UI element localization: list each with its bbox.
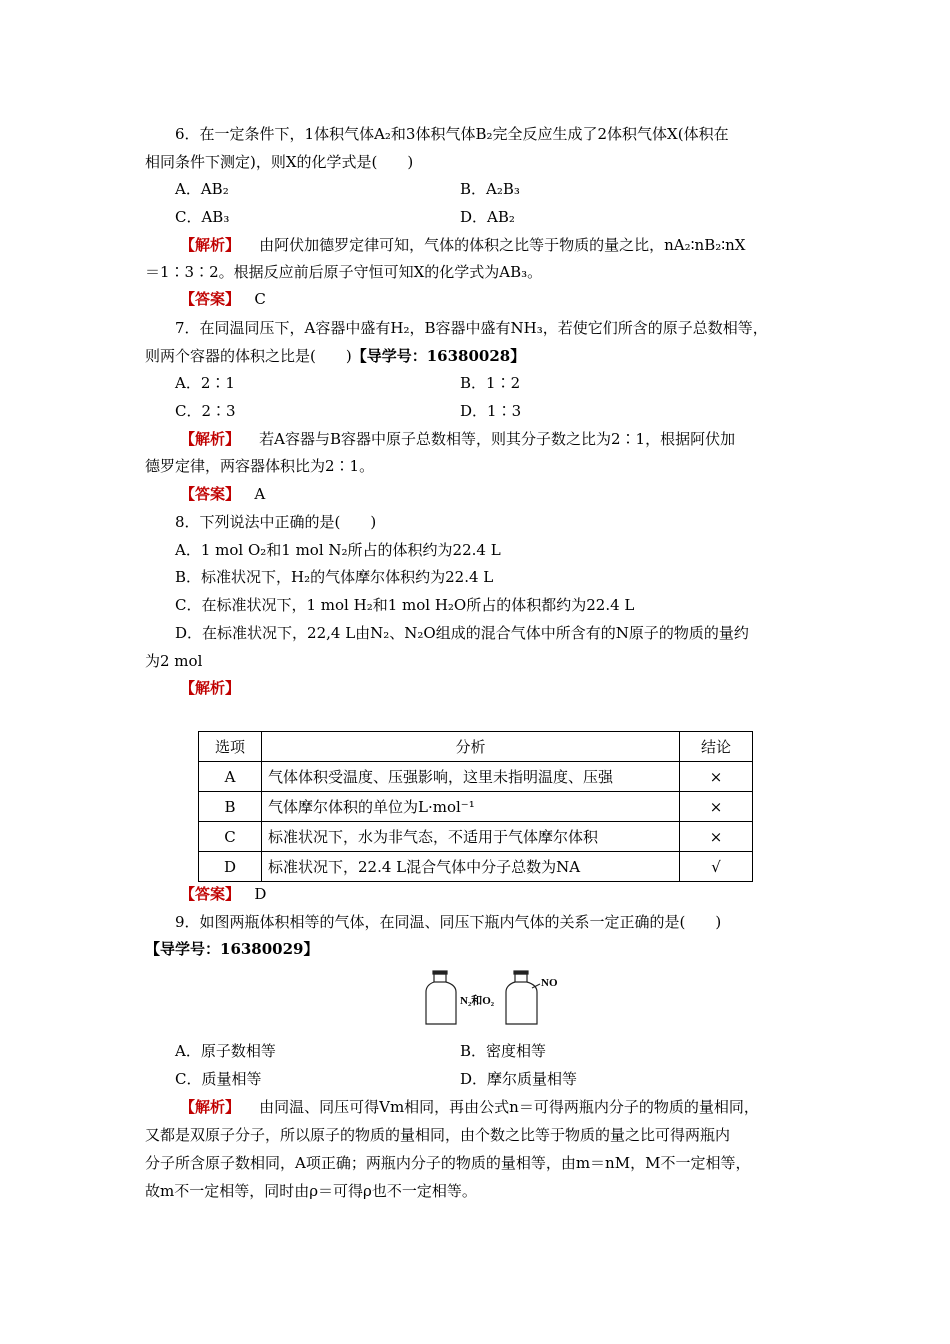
table-header-cell: 结论: [680, 732, 753, 762]
table-cell: 气体摩尔体积的单位为L·mol⁻¹: [262, 792, 680, 822]
q7-guide-number: 【导学号：16380028】: [351, 347, 526, 365]
q6-analysis-line2: ＝1∶3∶2。根据反应前后原子守恒可知X的化学式为AB₃。: [145, 263, 543, 281]
answer-tag: 【 答案 】: [180, 885, 240, 903]
analysis-tag: 【 解析 】: [180, 679, 240, 697]
table-row: [199, 792, 753, 822]
table-cell: 标准状况下，22.4 L混合气体中分子总数为NA: [262, 852, 680, 882]
analysis-text: 由同温、同压可得Vm相同，再由公式n＝可得两瓶内分子的物质的量相同，: [259, 1098, 759, 1116]
table-header-row: [199, 732, 753, 762]
analysis-text: 若A容器与B容器中原子总数相等，则其分子数之比为2∶1，根据阿伏加: [259, 430, 736, 448]
q7-stem-line2: [145, 346, 525, 366]
q6-analysis-line1: [180, 235, 745, 255]
table-cell: 标准状况下，水为非气态，不适用于气体摩尔体积: [262, 822, 680, 852]
analysis-tag: 【 解析 】: [180, 1098, 240, 1116]
table-row: [199, 762, 753, 792]
table-cell: √: [680, 852, 753, 882]
table-cell: ×: [680, 762, 753, 792]
q6-option-d: D．AB₂: [460, 208, 515, 226]
table-cell: ×: [680, 792, 753, 822]
q9-stem: 9．如图两瓶体积相等的气体，在同温、同压下瓶内气体的关系一定正确的是( ): [175, 913, 722, 931]
q8-answer: [180, 884, 266, 904]
table-header-cell: 分析: [262, 732, 680, 762]
q7-option-c: C．2∶3: [175, 402, 236, 420]
q9-analysis-line2: 又都是双原子分子，所以原子的物质的量相同，由个数之比等于物质的量之比可得两瓶内: [145, 1126, 731, 1144]
table-row: [199, 852, 753, 882]
bottle-left: [426, 971, 456, 1024]
table-cell: A: [199, 762, 262, 792]
bottle-right: [506, 971, 537, 1024]
q9-option-c: C．质量相等: [175, 1070, 262, 1088]
answer-value: D: [254, 885, 267, 903]
q9-guide-number: 【导学号：16380029】: [145, 940, 319, 958]
answer-value: C: [254, 290, 266, 308]
q9-option-a: A．原子数相等: [175, 1042, 276, 1060]
table-cell: C: [199, 822, 262, 852]
q6-answer: [180, 289, 266, 309]
q9-option-b: B．密度相等: [460, 1042, 547, 1060]
q9-analysis-line1: [180, 1097, 759, 1117]
q8-option-a: A．1 mol O₂和1 mol N₂所占的体积约为22.4 L: [175, 541, 501, 559]
analysis-tag: 【 解析 】: [180, 236, 240, 254]
table-header-cell: 选项: [199, 732, 262, 762]
q7-stem-text: 则两个容器的体积之比是( ): [145, 347, 352, 365]
answer-value: A: [254, 485, 266, 503]
q7-analysis-line2: 德罗定律，两容器体积比为2∶1。: [145, 457, 375, 475]
q7-option-d: D．1∶3: [460, 402, 522, 420]
q6-stem-line2: 相同条件下测定)，则X的化学式是( ): [145, 153, 414, 171]
q7-answer: [180, 484, 265, 504]
q8-option-d-line2: 为2 mol: [145, 652, 203, 670]
q7-option-a: A．2∶1: [175, 374, 235, 392]
q8-option-b: B．标准状况下，H₂的气体摩尔体积约为22.4 L: [175, 568, 494, 586]
q9-analysis-line3: 分子所含原子数相同，A项正确；两瓶内分子的物质的量相等，由m＝nM，M不一定相等，: [145, 1154, 751, 1172]
answer-tag: 【 答案 】: [180, 290, 240, 308]
q6-option-c: C．AB₃: [175, 208, 230, 226]
q8-stem: 8．下列说法中正确的是( ): [175, 513, 377, 531]
two-bottles-figure: [420, 968, 580, 1028]
table-cell: ×: [680, 822, 753, 852]
q9-analysis-line4: 故m不一定相等，同时由ρ＝可得ρ也不一定相等。: [145, 1182, 477, 1200]
analysis-tag: 【 解析 】: [180, 430, 240, 448]
label-no: NO: [541, 977, 558, 989]
q7-option-b: B．1∶2: [460, 374, 521, 392]
table-cell: D: [199, 852, 262, 882]
table-row: [199, 822, 753, 852]
q8-analysis-table: [198, 731, 753, 882]
table-cell: 气体体积受温度、压强影响，这里未指明温度、压强: [262, 762, 680, 792]
q6-stem-line1: 6．在一定条件下，1体积气体A₂和3体积气体B₂完全反应生成了2体积气体X(体积在: [175, 125, 729, 143]
q9-option-d: D．摩尔质量相等: [460, 1070, 578, 1088]
q7-analysis-line1: [180, 429, 735, 449]
answer-tag: 【 答案 】: [180, 485, 240, 503]
q6-option-b: B．A₂B₃: [460, 180, 520, 198]
q7-stem-line1: 7．在同温同压下，A容器中盛有H₂，B容器中盛有NH₃，若使它们所含的原子总数相等，: [175, 319, 768, 337]
q8-option-d-line1: D．在标准状况下，22,4 L由N₂、N₂O组成的混合气体中所含有的N原子的物质的量约: [175, 624, 749, 642]
q8-option-c: C．在标准状况下，1 mol H₂和1 mol H₂O所占的体积都约为22.4 L: [175, 596, 635, 614]
table-cell: B: [199, 792, 262, 822]
q8-analysis-label: [180, 678, 240, 698]
q6-option-a: A．AB₂: [175, 180, 229, 198]
analysis-text: 由阿伏加德罗定律可知，气体的体积之比等于物质的量之比，nA₂∶nB₂∶nX: [259, 236, 746, 254]
label-n2-o2: N₂和O₂: [460, 995, 495, 1007]
